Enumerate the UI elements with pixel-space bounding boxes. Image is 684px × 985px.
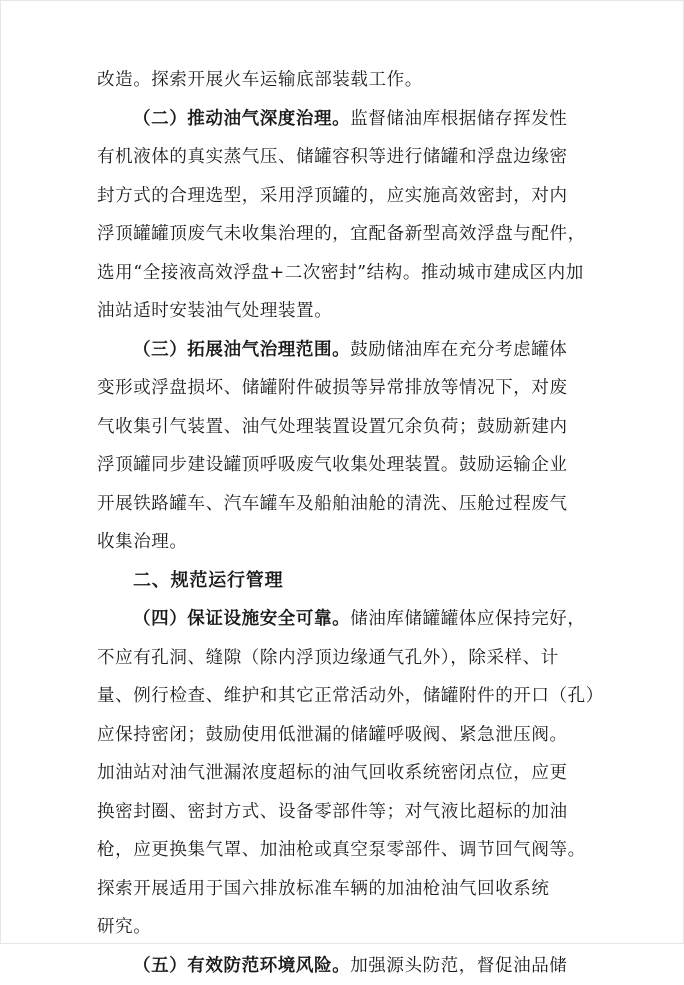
paragraph-line: 换密封圈、密封方式、设备零部件等；对气液比超标的加油 xyxy=(97,793,607,832)
paragraph-line: 量、例行检查、维护和其它正常活动外，储罐附件的开口（孔） xyxy=(97,677,607,716)
subsection-title: （五）有效防范环境风险。 xyxy=(133,956,350,976)
paragraph-text: 加强源头防范，督促油品储 xyxy=(350,956,567,976)
paragraph-line: 有机液体的真实蒸气压、储罐容积等进行储罐和浮盘边缘密 xyxy=(97,138,607,177)
paragraph-text: 鼓励储油库在充分考虑罐体 xyxy=(350,340,567,360)
paragraph-line: 枪，应更换集气罩、加油枪或真空泵零部件、调节回气阀等。 xyxy=(97,831,607,870)
subsection-title: （二）推动油气深度治理。 xyxy=(133,109,350,129)
paragraph-line xyxy=(97,947,607,985)
paragraph-line: 不应有孔洞、缝隙（除内浮顶边缘通气孔外），除采样、计 xyxy=(97,639,607,678)
paragraph-line: 探索开展适用于国六排放标准车辆的加油枪油气回收系统 xyxy=(97,870,607,909)
paragraph-line: 应保持密闭；鼓励使用低泄漏的储罐呼吸阀、紧急泄压阀。 xyxy=(97,716,607,755)
paragraph-line: 收集治理。 xyxy=(97,523,607,562)
paragraph-text: 储油库储罐罐体应保持完好， xyxy=(350,609,585,629)
paragraph-line: 研究。 xyxy=(97,908,607,947)
paragraph-line: 加油站对油气泄漏浓度超标的油气回收系统密闭点位，应更 xyxy=(97,754,607,793)
paragraph-line xyxy=(97,600,607,639)
paragraph-line: 变形或浮盘损坏、储罐附件破损等异常排放等情况下，对废 xyxy=(97,369,607,408)
paragraph-line: 封方式的合理选型，采用浮顶罐的，应实施高效密封，对内 xyxy=(97,177,607,216)
paragraph-line: 油站适时安装油气处理装置。 xyxy=(97,292,607,331)
paragraph-line xyxy=(97,331,607,370)
paragraph-text: 监督储油库根据储存挥发性 xyxy=(350,109,567,129)
paragraph-line: 开展铁路罐车、汽车罐车及船舶油舱的清洗、压舱过程废气 xyxy=(97,485,607,524)
document-body xyxy=(97,61,607,985)
paragraph-line xyxy=(97,100,607,139)
section-heading: 二、规范运行管理 xyxy=(97,562,607,601)
subsection-title: （三）拓展油气治理范围。 xyxy=(133,340,350,360)
paragraph-line: 浮顶罐同步建设罐顶呼吸废气收集处理装置。鼓励运输企业 xyxy=(97,446,607,485)
paragraph-line: 改造。探索开展火车运输底部装载工作。 xyxy=(97,61,607,100)
subsection-title: （四）保证设施安全可靠。 xyxy=(133,609,350,629)
paragraph-line: 气收集引气装置、油气处理装置设置冗余负荷；鼓励新建内 xyxy=(97,408,607,447)
paragraph-line: 选用“全接液高效浮盘+二次密封”结构。推动城市建成区内加 xyxy=(97,254,607,293)
paragraph-line: 浮顶罐罐顶废气未收集治理的，宜配备新型高效浮盘与配件， xyxy=(97,215,607,254)
